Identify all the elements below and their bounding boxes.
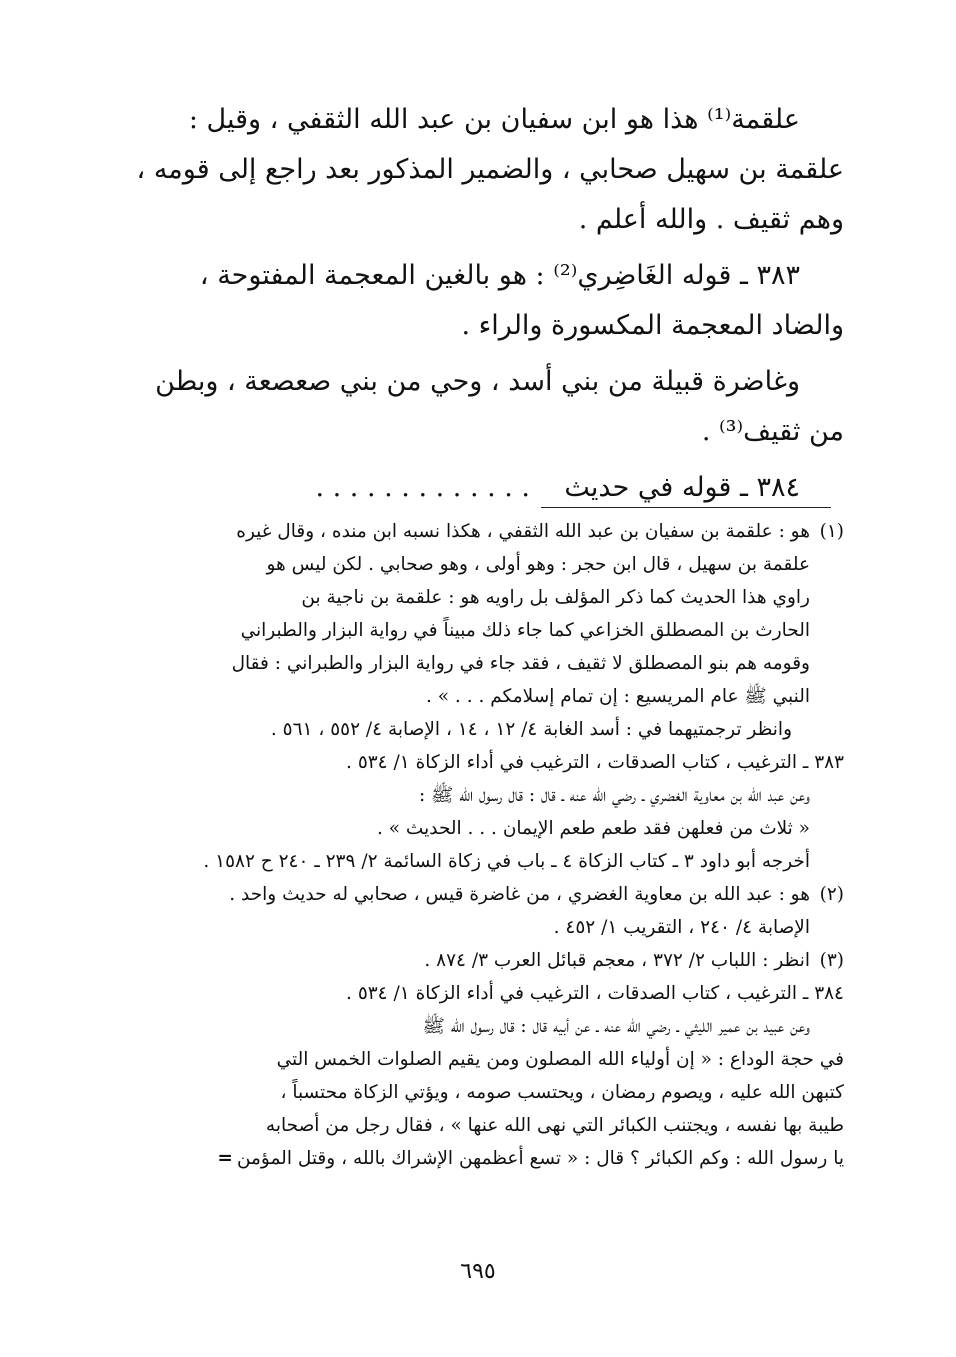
- footnotes: [110, 515, 844, 1175]
- footnote-line: الإصابة ٤/ ٢٤٠ ، التقريب ١/ ٤٥٢ .: [553, 917, 810, 938]
- footnote-number: (٢): [819, 884, 844, 905]
- footnote-number: (١): [819, 521, 844, 542]
- main-text: [110, 95, 844, 513]
- footnote-line: (٢)هو : عبد الله بن معاوية الغضري ، من غاضرة قيس ، صحابي له حديث واحد .: [110, 878, 844, 911]
- footnote-line: الحارث بن المصطلق الخزاعي كما جاء ذلك مبيناً في رواية البزار والطبراني: [240, 620, 810, 641]
- footnote-line: في حجة الوداع : « إن أولياء الله المصلون ومن يقيم الصلوات الخمس التي: [276, 1049, 844, 1070]
- text-line: وغاضرة قبيلة من بني أسد ، وحي من بني صعصعة ، وبطن: [155, 366, 800, 397]
- footnote-line: طيبة بها نفسه ، ويجتنب الكبائر التي نهى الله عنها » ، فقال رجل من أصحابه: [265, 1115, 844, 1136]
- page-number: ٦٩٥: [460, 1259, 496, 1284]
- footnote-line: وانظر ترجمتيهما في : أسد الغابة ٤/ ١٢ ، ١٤ ، الإصابة ٤/ ٥٥٢ ، ٥٦١ .: [270, 719, 792, 740]
- heading-384: ٣٨٤ ـ قوله في حديث: [564, 472, 800, 503]
- text-line: علقمة⁽¹⁾ هذا هو ابن سفيان بن عبد الله الثقفي ، وقيل :: [188, 104, 800, 135]
- footnote-line: راوي هذا الحديث كما ذكر المؤلف بل راويه هو : علقمة بن ناجية بن: [301, 587, 810, 608]
- paragraph-383: [110, 251, 844, 351]
- footnote-line: يا رسول الله : وكم الكبائر ؟ قال : « تسع أعظمهن الإشراك بالله ، وقتل المؤمن=: [110, 1142, 844, 1175]
- text-line: من ثقيف⁽³⁾ .: [701, 416, 844, 447]
- text-line: [110, 463, 844, 513]
- footnote-line: أخرجه أبو داود ٣ ـ كتاب الزكاة ٤ ـ باب في زكاة السائمة ٢/ ٢٣٩ ـ ٢٤٠ ح ١٥٨٢ .: [203, 851, 810, 872]
- footnote-line: كتبهن الله عليه ، ويصوم رمضان ، ويحتسب صومه ، ويؤتي الزكاة محتسباً ،: [280, 1082, 844, 1103]
- text-line: ٣٨٣ ـ قوله الغَاضِري⁽²⁾ : هو بالغين المعجمة المفتوحة ،: [199, 260, 800, 291]
- footnote-line: وعن عبد الله بن معاوية الغضري ـ رضي الله عنه ـ قال : قال رسول الله ﷺ :: [418, 785, 810, 806]
- text-line: والضاد المعجمة المكسورة والراء .: [461, 310, 844, 341]
- text-line: وهم ثقيف . والله أعلم .: [578, 204, 844, 235]
- footnote-line: « ثلاث من فعلهن فقد طعم طعم الإيمان . . . الحديث » .: [376, 818, 810, 839]
- paragraph-384: [110, 463, 844, 513]
- footnote-line: علقمة بن سهيل ، قال ابن حجر : وهو أولى ، وهو صحابي . لكن ليس هو: [266, 554, 810, 575]
- footnote-line: وعن عبيد بن عمير الليثي ـ رضي الله عنه ـ عن أبيه قال : قال رسول الله ﷺ: [422, 1016, 810, 1037]
- footnote-line: النبي ﷺ عام المريسيع : إن تمام إسلامكم . . . » .: [425, 686, 810, 707]
- footnote-separator: [541, 507, 831, 508]
- footnote-line: (٣)انظر : اللباب ٢/ ٣٧٢ ، معجم قبائل العرب ٣/ ٨٧٤ .: [110, 944, 844, 977]
- footnote-line: ٣٨٣ ـ الترغيب ، كتاب الصدقات ، الترغيب في أداء الزكاة ١/ ٥٣٤ .: [346, 752, 844, 773]
- footnote-number: (٣): [819, 950, 844, 971]
- footnote-line: وقومه هم بنو المصطلق لا ثقيف ، فقد جاء في رواية البزار والطبراني : فقال: [231, 653, 810, 674]
- ellipsis-dots: . . . . . . . . . . . . .: [315, 472, 531, 503]
- text-line: علقمة بن سهيل صحابي ، والضمير المذكور بعد راجع إلى قومه ،: [136, 154, 844, 185]
- paragraph-ghadira: [110, 357, 844, 457]
- paragraph-alqama: [110, 95, 844, 245]
- continuation-mark: =: [217, 1148, 233, 1169]
- footnote-line: ٣٨٤ ـ الترغيب ، كتاب الصدقات ، الترغيب في أداء الزكاة ١/ ٥٣٤ .: [346, 983, 844, 1004]
- footnote-line: (١)هو : علقمة بن سفيان بن عبد الله الثقفي ، هكذا نسبه ابن منده ، وقال غيره: [110, 515, 844, 548]
